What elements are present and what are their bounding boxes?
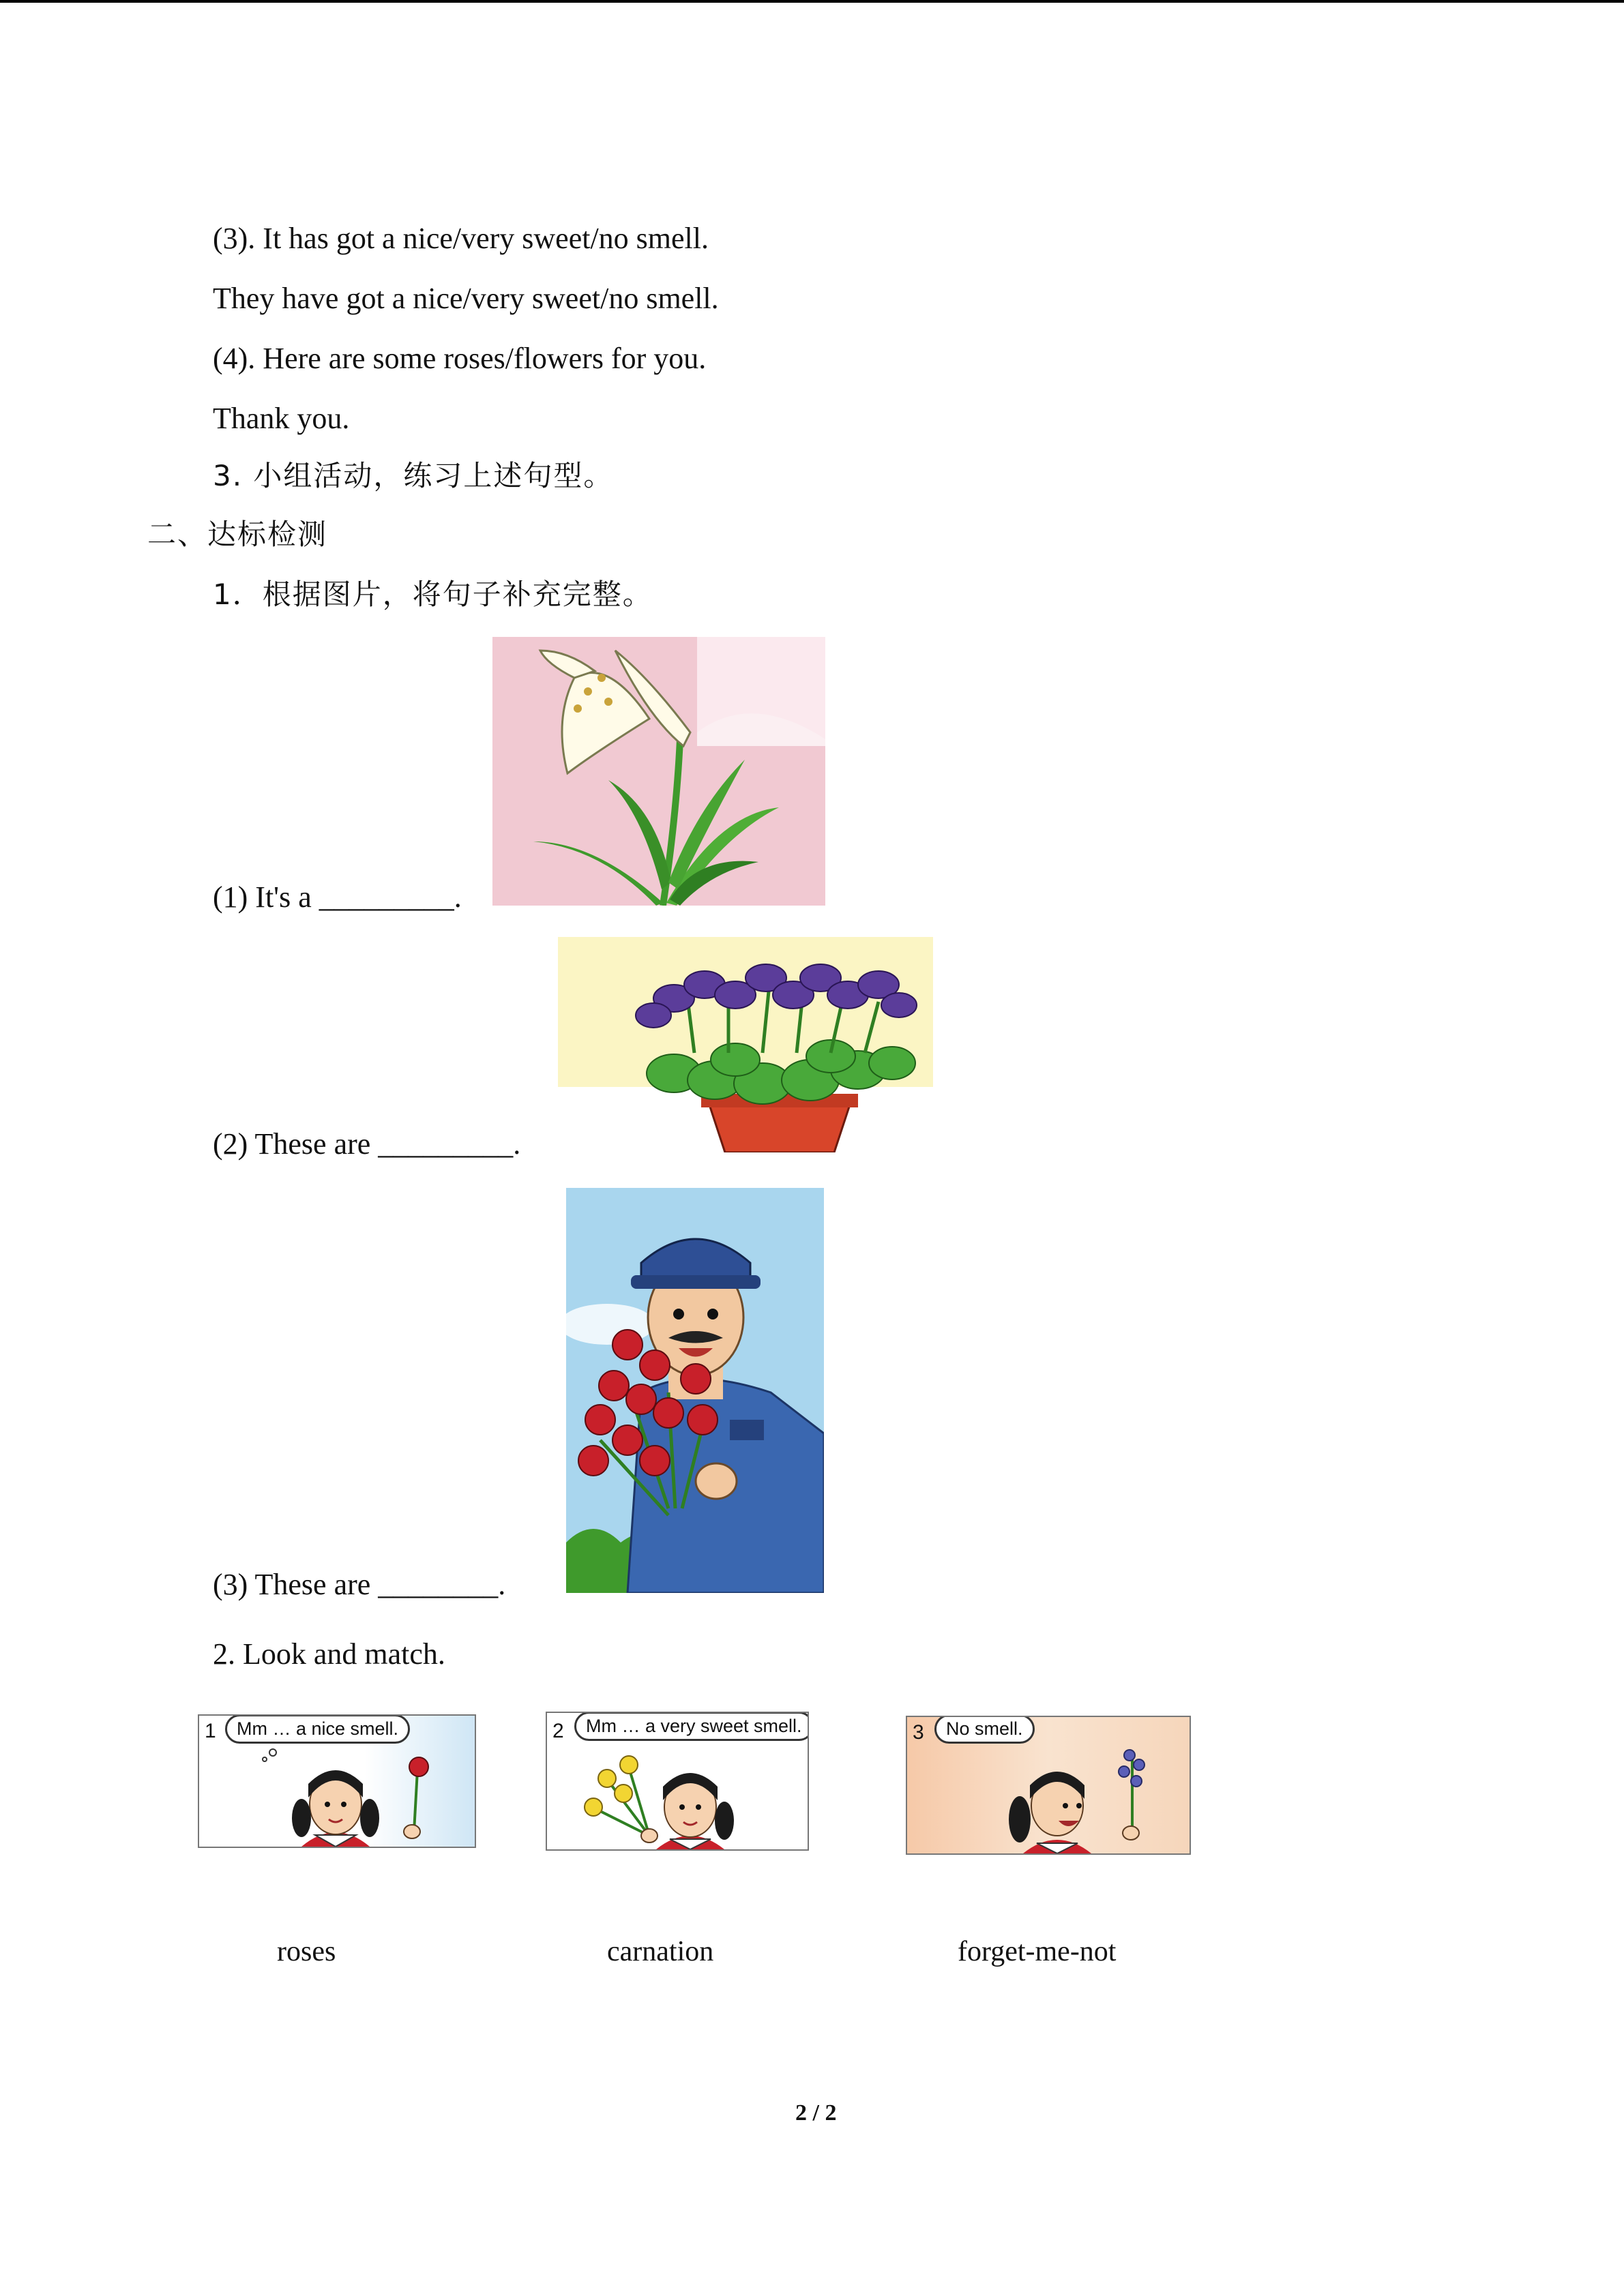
match-panel-1 (198, 1714, 476, 1848)
top-border (0, 0, 1624, 3)
speech-bubble: Mm … a nice smell. (225, 1714, 410, 1744)
text-line-they-smell: They have got a nice/very sweet/no smell. (213, 282, 719, 315)
section-heading-2: 二、达标检测 (147, 518, 328, 551)
panel-number: 1 (205, 1720, 216, 1742)
violets-picture (558, 937, 933, 1152)
lily-picture (492, 637, 825, 906)
sentence-1-lily: (1) It's a _________. (213, 880, 462, 914)
panel-number: 3 (913, 1721, 924, 1744)
match-word-carnation: carnation (607, 1936, 714, 1967)
text-line-group-activity: 3. 小组活动，练习上述句型。 (213, 459, 614, 492)
speech-bubble: Mm … a very sweet smell. (574, 1712, 809, 1741)
sentence-3-roses: (3) These are ________. (213, 1568, 506, 1601)
page-number: 2 / 2 (795, 2100, 837, 2126)
text-line-3-smell: (3). It has got a nice/very sweet/no smell. (213, 222, 709, 255)
match-word-roses: roses (277, 1936, 336, 1967)
match-panel-2 (546, 1712, 809, 1851)
panel-number: 2 (552, 1720, 564, 1742)
match-panel-3 (906, 1716, 1191, 1855)
match-word-forget-me-not: forget-me-not (958, 1936, 1117, 1967)
sentence-2-violets: (2) These are _________. (213, 1127, 521, 1161)
question-1-instruction: 1．根据图片，将句子补充完整。 (213, 578, 653, 611)
text-line-thank-you: Thank you. (213, 402, 350, 435)
question-2-instruction: 2. Look and match. (213, 1637, 445, 1671)
postman-roses-picture (566, 1188, 824, 1593)
speech-bubble: No smell. (934, 1716, 1035, 1744)
text-line-4-roses: (4). Here are some roses/flowers for you. (213, 342, 707, 375)
